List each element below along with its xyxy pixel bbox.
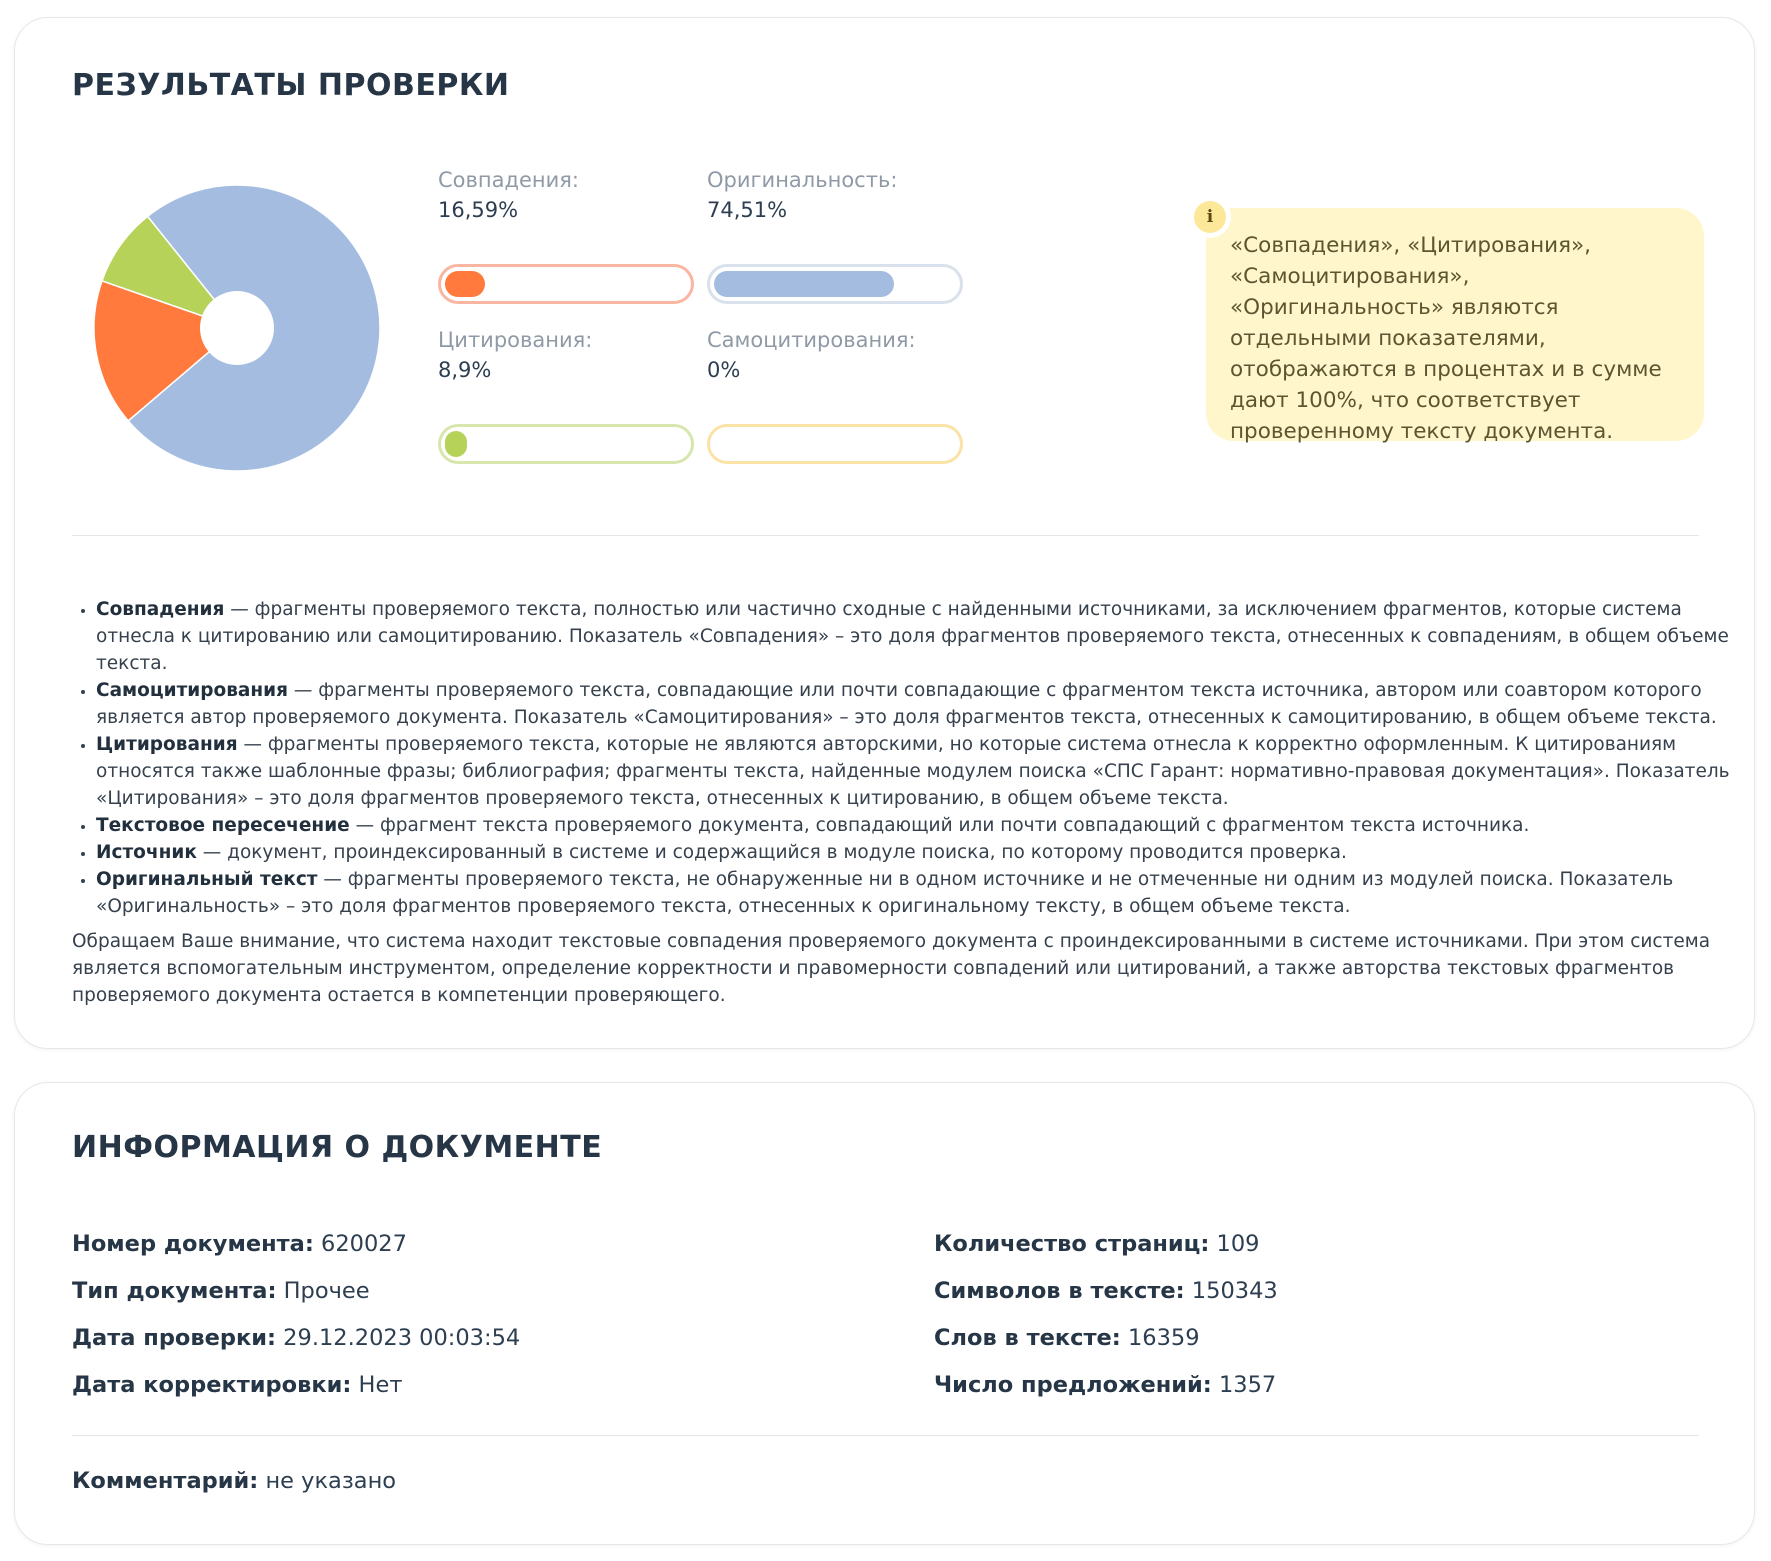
definition-term: Текстовое пересечение xyxy=(96,815,350,836)
stat-originality-label: Оригинальность: xyxy=(707,168,898,192)
doc-number-row xyxy=(72,1231,407,1257)
correction-date-value: Нет xyxy=(351,1372,403,1398)
sentences-value: 1357 xyxy=(1211,1372,1277,1398)
pie-hole xyxy=(200,291,274,365)
document-info-divider xyxy=(72,1435,1699,1436)
notice-text: Обращаем Ваше внимание, что система находит текстовые совпадения проверяемого документа с проиндексированными в системе источниками. При этом система является вспомогательным инструментом, определение корректности и правомерности совпадений или цитирований, а также авторства текстовых фрагментов проверяемого документа остается в компетенции проверяющего. xyxy=(72,931,1711,1006)
stat-citations xyxy=(438,328,694,382)
chars-label: Символов в тексте: xyxy=(934,1278,1185,1304)
comment-row xyxy=(72,1468,396,1494)
correction-date-label: Дата корректировки: xyxy=(72,1372,352,1398)
definition-term: Самоцитирования xyxy=(96,680,289,701)
pages-label: Количество страниц: xyxy=(934,1231,1210,1257)
doc-type-label: Тип документа: xyxy=(72,1278,277,1304)
doc-number-value: 620027 xyxy=(313,1231,407,1257)
matches-progress-bar xyxy=(438,264,694,304)
stat-originality xyxy=(707,168,963,222)
info-icon-wrap xyxy=(1189,196,1231,238)
stat-matches xyxy=(438,168,694,222)
results-card xyxy=(14,17,1755,1049)
definition-text: — документ, проиндексированный в системе и содержащийся в модуле поиска, по которому проводится проверка. xyxy=(196,842,1347,863)
results-title: РЕЗУЛЬТАТЫ ПРОВЕРКИ xyxy=(72,68,510,103)
originality-progress-fill xyxy=(714,271,894,297)
definitions-list xyxy=(72,596,1736,920)
info-icon: i xyxy=(1194,201,1226,233)
sentences-label: Число предложений: xyxy=(934,1372,1212,1398)
check-date-label: Дата проверки: xyxy=(72,1325,277,1351)
document-info-title: ИНФОРМАЦИЯ О ДОКУМЕНТЕ xyxy=(72,1130,603,1165)
stat-matches-label: Совпадения: xyxy=(438,168,580,192)
stat-citations-value: 8,9% xyxy=(438,358,492,382)
chars-value: 150343 xyxy=(1184,1278,1278,1304)
definition-term: Источник xyxy=(96,842,197,863)
correction-date-row xyxy=(72,1372,402,1398)
results-pie-chart xyxy=(72,163,402,493)
stat-matches-value: 16,59% xyxy=(438,198,519,222)
results-divider xyxy=(72,535,1699,536)
stat-self-citations xyxy=(707,328,963,382)
words-value: 16359 xyxy=(1120,1325,1200,1351)
comment-value: не указано xyxy=(258,1468,397,1494)
definition-item xyxy=(96,677,1736,731)
chars-row xyxy=(934,1278,1278,1304)
doc-type-value: Прочее xyxy=(276,1278,370,1304)
definition-item xyxy=(96,596,1736,677)
originality-progress-bar xyxy=(707,264,963,304)
definition-text: — фрагмент текста проверяемого документа, совпадающий или почти совпадающий с фрагментом текста источника. xyxy=(349,815,1530,836)
stat-self-citations-value: 0% xyxy=(707,358,741,382)
doc-type-row xyxy=(72,1278,370,1304)
definition-term: Совпадения xyxy=(96,599,225,620)
citations-progress-bar xyxy=(438,424,694,464)
document-info-card xyxy=(14,1082,1755,1545)
info-note: «Совпадения», «Цитирования», «Самоцитирования», «Оригинальность» являются отдельными показателями, отображаются в процентах и в сумме дают 100%, что соответствует проверенному тексту документа. xyxy=(1206,208,1704,441)
stat-self-citations-label: Самоцитирования: xyxy=(707,328,916,352)
definition-item xyxy=(96,731,1736,812)
stat-citations-label: Цитирования: xyxy=(438,328,593,352)
self-citations-progress-bar xyxy=(707,424,963,464)
check-date-row xyxy=(72,1325,520,1351)
comment-label: Комментарий: xyxy=(72,1468,259,1494)
citations-progress-fill xyxy=(445,431,467,457)
definition-term: Оригинальный текст xyxy=(96,869,318,890)
definition-item xyxy=(96,866,1736,920)
definition-term: Цитирования xyxy=(96,734,238,755)
definition-text: — фрагменты проверяемого текста, совпадающие или почти совпадающие с фрагментом текста источника, автором или соавтором которого является автор проверяемого документа. Показатель «Самоцитирования» – это доля фрагментов текста, отнесенных к самоцитированию, в общем объеме текста. xyxy=(96,680,1717,728)
doc-number-label: Номер документа: xyxy=(72,1231,314,1257)
definition-item xyxy=(96,839,1736,866)
pages-value: 109 xyxy=(1209,1231,1260,1257)
matches-progress-fill xyxy=(445,271,485,297)
words-row xyxy=(934,1325,1200,1351)
definition-text: — фрагменты проверяемого текста, полностью или частично сходные с найденными источниками, за исключением фрагментов, которые система отнесла к цитированию или самоцитированию. Показатель «Совпадения» – это доля фрагментов проверяемого текста, отнесенных к совпадениям, в общем объеме текста. xyxy=(96,599,1729,674)
pages-row xyxy=(934,1231,1259,1257)
definition-text: — фрагменты проверяемого текста, не обнаруженные ни в одном источнике и не отмеченные ни одним из модулей поиска. Показатель «Оригинальность» – это доля фрагментов проверяемого текста, отнесенных к оригинальному тексту, в общем объеме текста. xyxy=(96,869,1674,917)
stat-originality-value: 74,51% xyxy=(707,198,788,222)
check-date-value: 29.12.2023 00:03:54 xyxy=(276,1325,521,1351)
definition-text: — фрагменты проверяемого текста, которые не являются авторскими, но которые система отнесла к корректно оформленным. К цитированиям относятся также шаблонные фразы; библиография; фрагменты текста, найденные модулем поиска «СПС Гарант: нормативно-правовая документация». Показатель «Цитирования» – это доля фрагментов проверяемого текста, отнесенных к цитированию, в общем объеме текста. xyxy=(96,734,1730,809)
definition-item xyxy=(96,812,1736,839)
words-label: Слов в тексте: xyxy=(934,1325,1121,1351)
sentences-row xyxy=(934,1372,1276,1398)
